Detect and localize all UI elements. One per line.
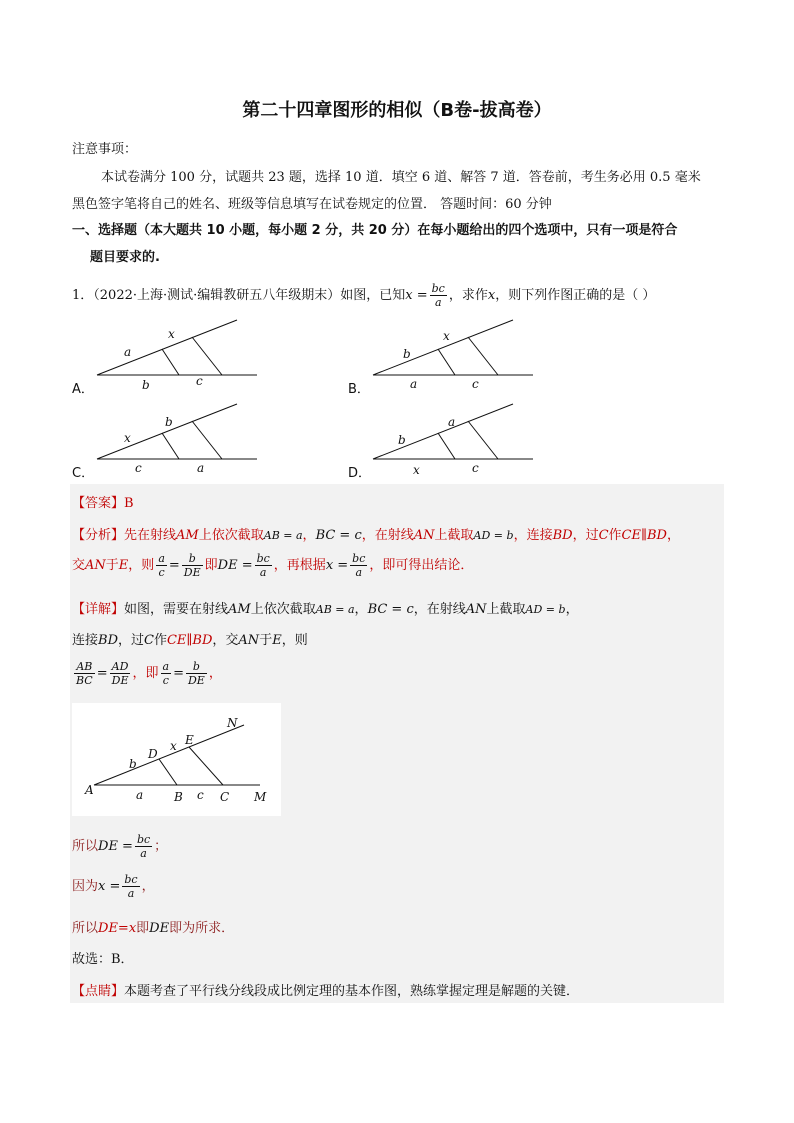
solution-figure xyxy=(72,703,281,816)
notice-line-1: 本试卷满分 100 分，试题共 23 题，选择 10 道．填空 6 道、解答 7 道．答卷前，考生务必用 0.5 毫米 xyxy=(101,170,701,185)
question-suffix: ，则下列作图正确的是（ ） xyxy=(495,288,656,303)
answer-tag: 【答案】 xyxy=(72,496,125,511)
conclusion-line-3: 所以DE=x即DE即为所求． xyxy=(72,921,235,936)
option-a-label: A． xyxy=(72,382,94,397)
option-d-label: D． xyxy=(348,466,372,481)
figure-point-d: D xyxy=(148,747,158,761)
option-d-upper-b: a xyxy=(448,415,456,429)
detail-line-1: 【详解】如图，需要在射线AM上依次截取AB = a，BC = c，在射线AN上截取AD = b， xyxy=(72,602,579,617)
option-a-upper-b: x xyxy=(168,327,175,341)
option-c-figure xyxy=(92,402,272,477)
conclusion-line-2: 因为x = $\frac{bc}{a}$ ， xyxy=(72,873,155,900)
question-mid: ，求作 xyxy=(448,288,488,303)
point-line xyxy=(72,980,579,999)
analysis-line-1: 【分析】先在射线AM上依次截取AB = a，BC = c，在射线AN上截取AD = b，连接BD，过C作CE∥BD， xyxy=(72,528,680,543)
answer-value: B xyxy=(124,496,134,511)
option-b-label: B． xyxy=(348,382,370,397)
figure-label-x: x xyxy=(170,739,177,753)
detail-tag: 【详解】 xyxy=(72,602,125,617)
option-c-upper-a: x xyxy=(124,431,131,445)
figure-label-b: b xyxy=(129,757,137,771)
option-a-lower-a: b xyxy=(142,378,150,392)
detail-line-2: 连接BD，过C作CE∥BD，交AN于E，则 xyxy=(72,633,308,648)
figure-point-b: B xyxy=(174,790,183,804)
option-a[interactable] xyxy=(72,318,272,398)
option-c-upper-b: b xyxy=(165,415,173,429)
question-formula-lhs: x = xyxy=(405,288,428,303)
option-b-lower-b: c xyxy=(472,377,479,391)
point-tag: 【点睛】 xyxy=(72,984,125,999)
option-c-lower-b: a xyxy=(197,461,205,475)
option-b-upper-b: x xyxy=(443,329,450,343)
option-c[interactable] xyxy=(72,402,272,482)
conclusion-line-1: 所以DE = $\frac{bc}{a}$ ； xyxy=(72,833,168,860)
option-b-upper-a: b xyxy=(403,347,411,361)
detail-line-3: $\frac{AB}{BC}$ = $\frac{AD}{DE}$ ，即 $\frac{a}{c}$ = $\frac{b}{DE}$ ， xyxy=(76,660,222,687)
figure-label-a: a xyxy=(136,788,144,802)
section-heading: 一、选择题（本大题共 10 小题，每小题 2 分，共 20 分）在每小题给出的四个选项中，只有一项是符合 xyxy=(72,223,678,238)
option-a-lower-b: c xyxy=(196,374,203,388)
figure-point-n: N xyxy=(227,716,238,730)
option-d-lower-a: x xyxy=(413,463,420,477)
point-text: 本题考查了平行线分线段成比例定理的基本作图，熟练掌握定理是解题的关键． xyxy=(124,984,580,999)
option-d-lower-b: c xyxy=(472,461,479,475)
figure-point-m: M xyxy=(254,790,267,804)
option-b-lower-a: a xyxy=(410,377,418,391)
option-b-figure xyxy=(368,318,548,393)
figure-label-c: c xyxy=(197,788,204,802)
analysis-line-2: 交AN于E，则 $\frac{a}{c}$ = $\frac{b}{DE}$ 即DE = $\frac{bc}{a}$ ，再根据x = $\frac{bc}{a}$ ，即可得出结论． xyxy=(72,552,474,579)
option-d-figure xyxy=(368,402,548,477)
option-c-label: C． xyxy=(72,466,95,481)
notice-line-2: 黑色签字笔将自己的姓名、班级等信息填写在试卷规定的位置． 答题时间：60 分钟 xyxy=(72,197,552,212)
section-heading-cont: 题目要求的. xyxy=(90,250,160,265)
question-prefix: 1．（2022·上海·测试·编辑教研五八年级期末）如图，已知 xyxy=(72,288,406,303)
figure-point-a: A xyxy=(85,783,94,797)
option-a-upper-a: a xyxy=(124,345,132,359)
option-d[interactable] xyxy=(348,402,548,482)
question-fraction: $\frac{bc}{a}$ xyxy=(431,282,445,309)
notice-heading: 注意事项： xyxy=(72,142,138,157)
answer-line xyxy=(72,492,134,511)
analysis-tag: 【分析】 xyxy=(72,528,125,543)
option-c-lower-a: c xyxy=(135,461,142,475)
figure-point-e: E xyxy=(185,733,194,747)
option-a-figure xyxy=(92,318,272,393)
question-var: x xyxy=(487,288,496,303)
conclusion-line-4: 故选：B． xyxy=(72,952,134,967)
question-1 xyxy=(72,282,655,309)
figure-point-c: C xyxy=(220,790,230,804)
option-b[interactable] xyxy=(348,318,548,398)
option-d-upper-a: b xyxy=(398,433,406,447)
page-title: 第二十四章图形的相似（B卷-拔高卷） xyxy=(242,100,552,121)
